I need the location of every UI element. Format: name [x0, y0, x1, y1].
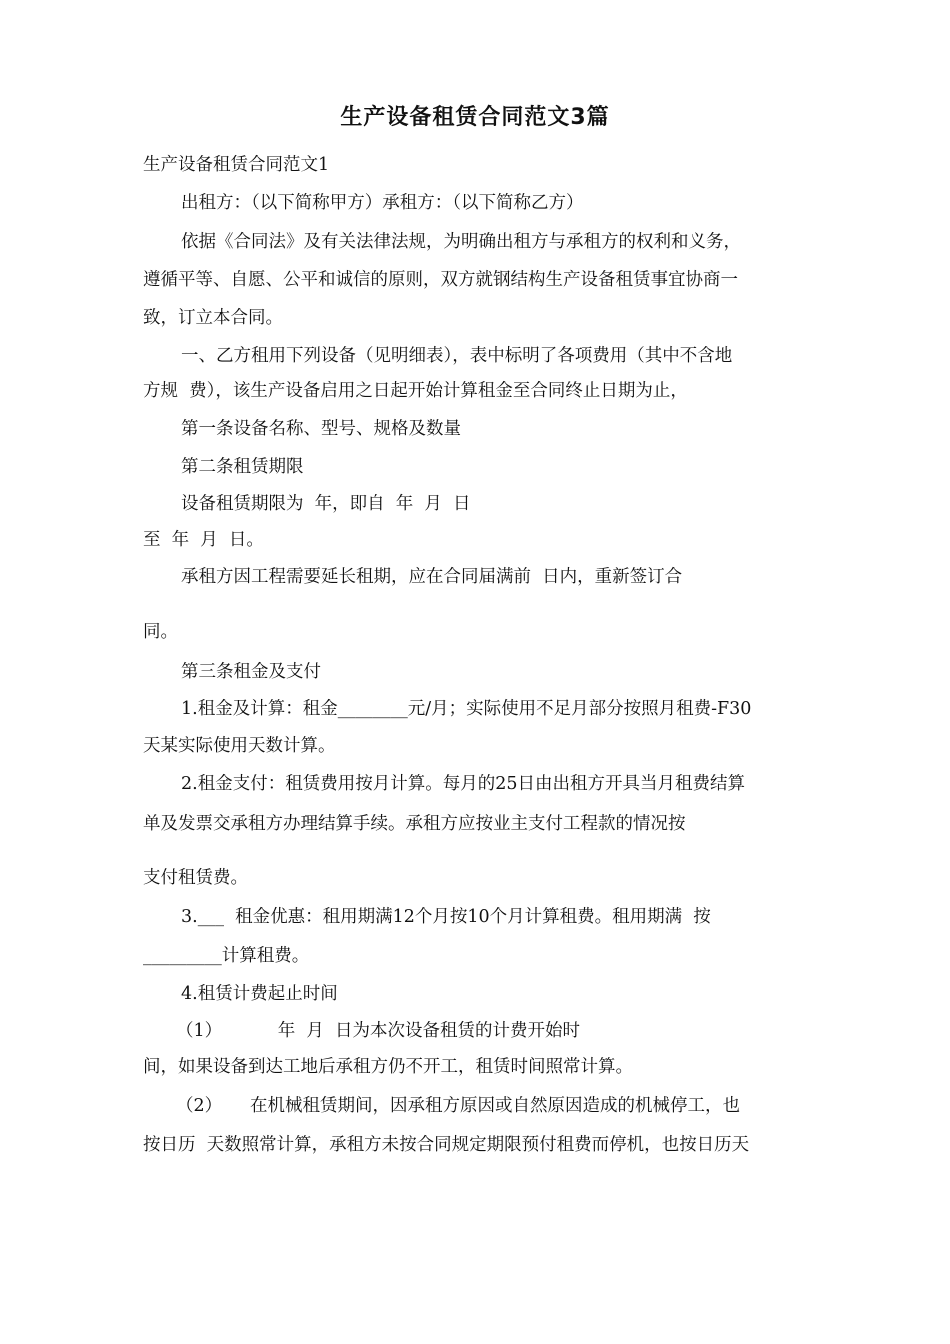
- parties-line: 出租方：（以下简称甲方）承租方：（以下简称乙方）: [181, 193, 584, 213]
- paragraph-line: 同。: [143, 622, 178, 642]
- paragraph-line: _________计算租费。: [143, 946, 310, 966]
- paragraph-line: （1） 年 月 日为本次设备租赁的计费开始时: [176, 1021, 581, 1041]
- paragraph-line: 至 年 月 日。: [143, 530, 264, 550]
- paragraph-line: 致，订立本合同。: [143, 308, 283, 328]
- paragraph-line: 3.___ 租金优惠：租用期满12个月按10个月计算租费。租用期满 按: [181, 907, 711, 927]
- paragraph-line: 按日历 天数照常计算，承租方未按合同规定期限预付租费而停机，也按日历天: [143, 1135, 750, 1155]
- paragraph-line: 天某实际使用天数计算。: [143, 736, 336, 756]
- document-title: 生产设备租赁合同范文3篇: [340, 105, 610, 130]
- paragraph-line: 支付租赁费。: [143, 868, 248, 888]
- paragraph-line: 遵循平等、自愿、公平和诚信的原则，双方就钢结构生产设备租赁事宜协商一: [143, 270, 738, 290]
- paragraph-line: 2.租金支付：租赁费用按月计算。每月的25日由出租方开具当月租费结算: [181, 774, 745, 794]
- paragraph-line: 1.租金及计算：租金________元/月；实际使用不足月部分按照月租费-F30: [181, 699, 752, 719]
- paragraph-line: 方规 费），该生产设备启用之日起开始计算租金至合同终止日期为止，: [143, 381, 688, 401]
- paragraph-line: 单及发票交承租方办理结算手续。承租方应按业主支付工程款的情况按: [143, 814, 686, 834]
- article-heading: 第三条租金及支付: [181, 662, 321, 682]
- article-heading: 第一条设备名称、型号、规格及数量: [181, 419, 461, 439]
- paragraph-line: 间，如果设备到达工地后承租方仍不开工，租赁时间照常计算。: [143, 1057, 633, 1077]
- paragraph-line: 承租方因工程需要延长租期，应在合同届满前 日内，重新签订合: [181, 567, 683, 587]
- paragraph-line: 设备租赁期限为 年，即自 年 月 日: [181, 494, 471, 514]
- section-heading: 生产设备租赁合同范文1: [143, 155, 330, 175]
- paragraph-line: 依据《合同法》及有关法律法规，为明确出租方与承租方的权利和义务，: [181, 232, 741, 252]
- paragraph-line: （2） 在机械租赁期间，因承租方原因或自然原因造成的机械停工，也: [176, 1096, 740, 1116]
- paragraph-line: 4.租赁计费起止时间: [181, 984, 338, 1004]
- paragraph-line: 一、乙方租用下列设备（见明细表），表中标明了各项费用（其中不含地: [181, 346, 733, 366]
- article-heading: 第二条租赁期限: [181, 457, 304, 477]
